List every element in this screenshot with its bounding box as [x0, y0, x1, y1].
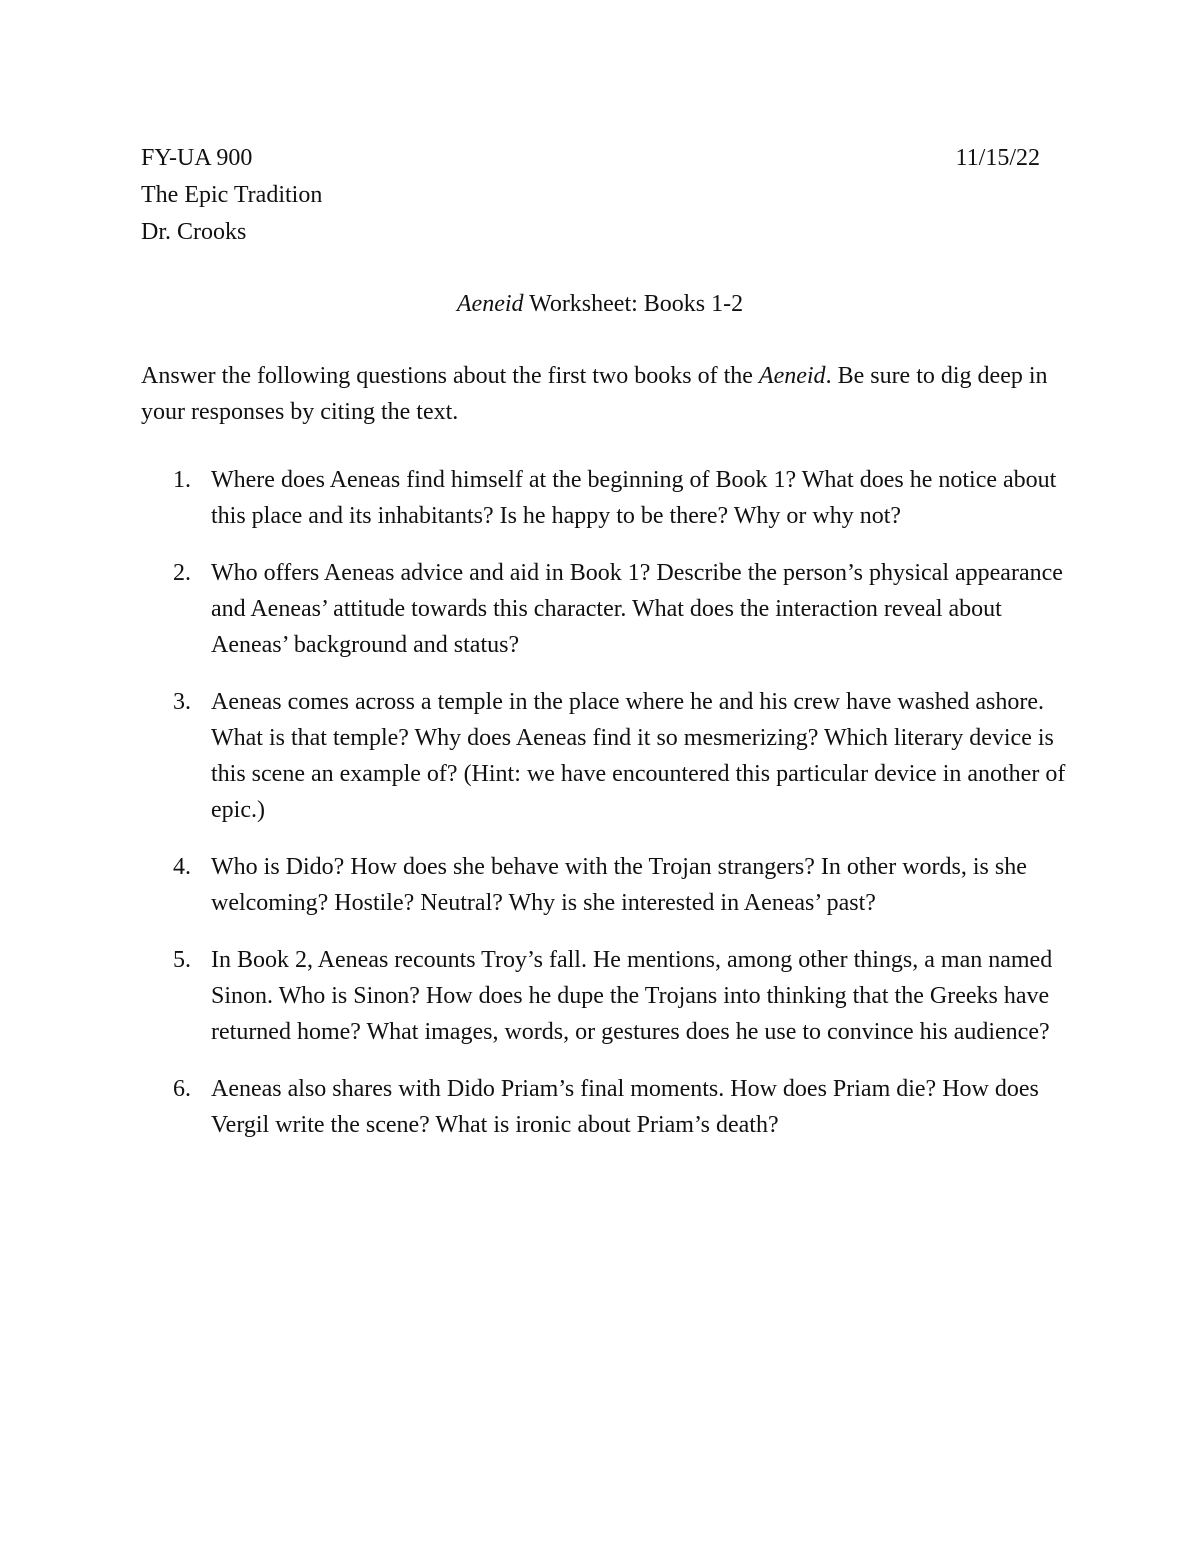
- question-number: 6.: [173, 1076, 191, 1102]
- question-item: [141, 684, 1071, 828]
- title-italic: Aeneid: [456, 291, 524, 317]
- document-date: 11/15/22: [955, 145, 1040, 171]
- question-item: [141, 462, 1071, 534]
- question-text: Aeneas also shares with Dido Priam’s final moments. How does Priam die? How does Vergil write the scene? What is ironic about Priam’s death?: [211, 1076, 1039, 1138]
- question-text: Who is Dido? How does she behave with the Trojan strangers? In other words, is she welcoming? Hostile? Neutral? Why is she interested in Aeneas’ past?: [211, 854, 1027, 916]
- title-rest: Worksheet: Books 1-2: [523, 291, 744, 317]
- question-item: [141, 1071, 1071, 1143]
- question-number: 4.: [173, 854, 191, 880]
- question-text: In Book 2, Aeneas recounts Troy’s fall. He mentions, among other things, a man named Sinon. Who is Sinon? How does he dupe the Trojans into thinking that the Greeks have returned home? What images, words, or gestures does he use to convince his audience?: [211, 947, 1053, 1045]
- intro-italic: Aeneid: [758, 363, 826, 389]
- intro-after: . Be sure to dig deep in your responses by citing the text.: [141, 363, 1048, 425]
- course-code: FY-UA 900: [141, 145, 253, 171]
- instructions-paragraph: [141, 358, 1061, 430]
- question-text: Where does Aeneas find himself at the beginning of Book 1? What does he notice about this place and its inhabitants? Is he happy to be there? Why or why not?: [211, 467, 1057, 529]
- question-list: [141, 462, 1071, 1164]
- course-name: The Epic Tradition: [141, 182, 323, 208]
- question-number: 2.: [173, 560, 191, 586]
- question-number: 1.: [173, 467, 191, 493]
- header-block: [141, 140, 322, 251]
- question-text: Who offers Aeneas advice and aid in Book 1? Describe the person’s physical appearance and Aeneas’ attitude towards this character. What does the interaction reveal about Aeneas’ background and status?: [211, 560, 1063, 658]
- question-item: [141, 849, 1071, 921]
- intro-before: Answer the following questions about the first two books of the: [141, 363, 759, 389]
- question-number: 5.: [173, 947, 191, 973]
- instructor-name: Dr. Crooks: [141, 219, 247, 245]
- question-item: [141, 555, 1071, 663]
- question-number: 3.: [173, 689, 191, 715]
- worksheet-title: [0, 286, 1200, 323]
- question-item: [141, 942, 1071, 1050]
- question-text: Aeneas comes across a temple in the place where he and his crew have washed ashore. What is that temple? Why does Aeneas find it so mesmerizing? Which literary device is this scene an example of? (Hint: we have encountered this particular device in another of epic.): [211, 689, 1066, 823]
